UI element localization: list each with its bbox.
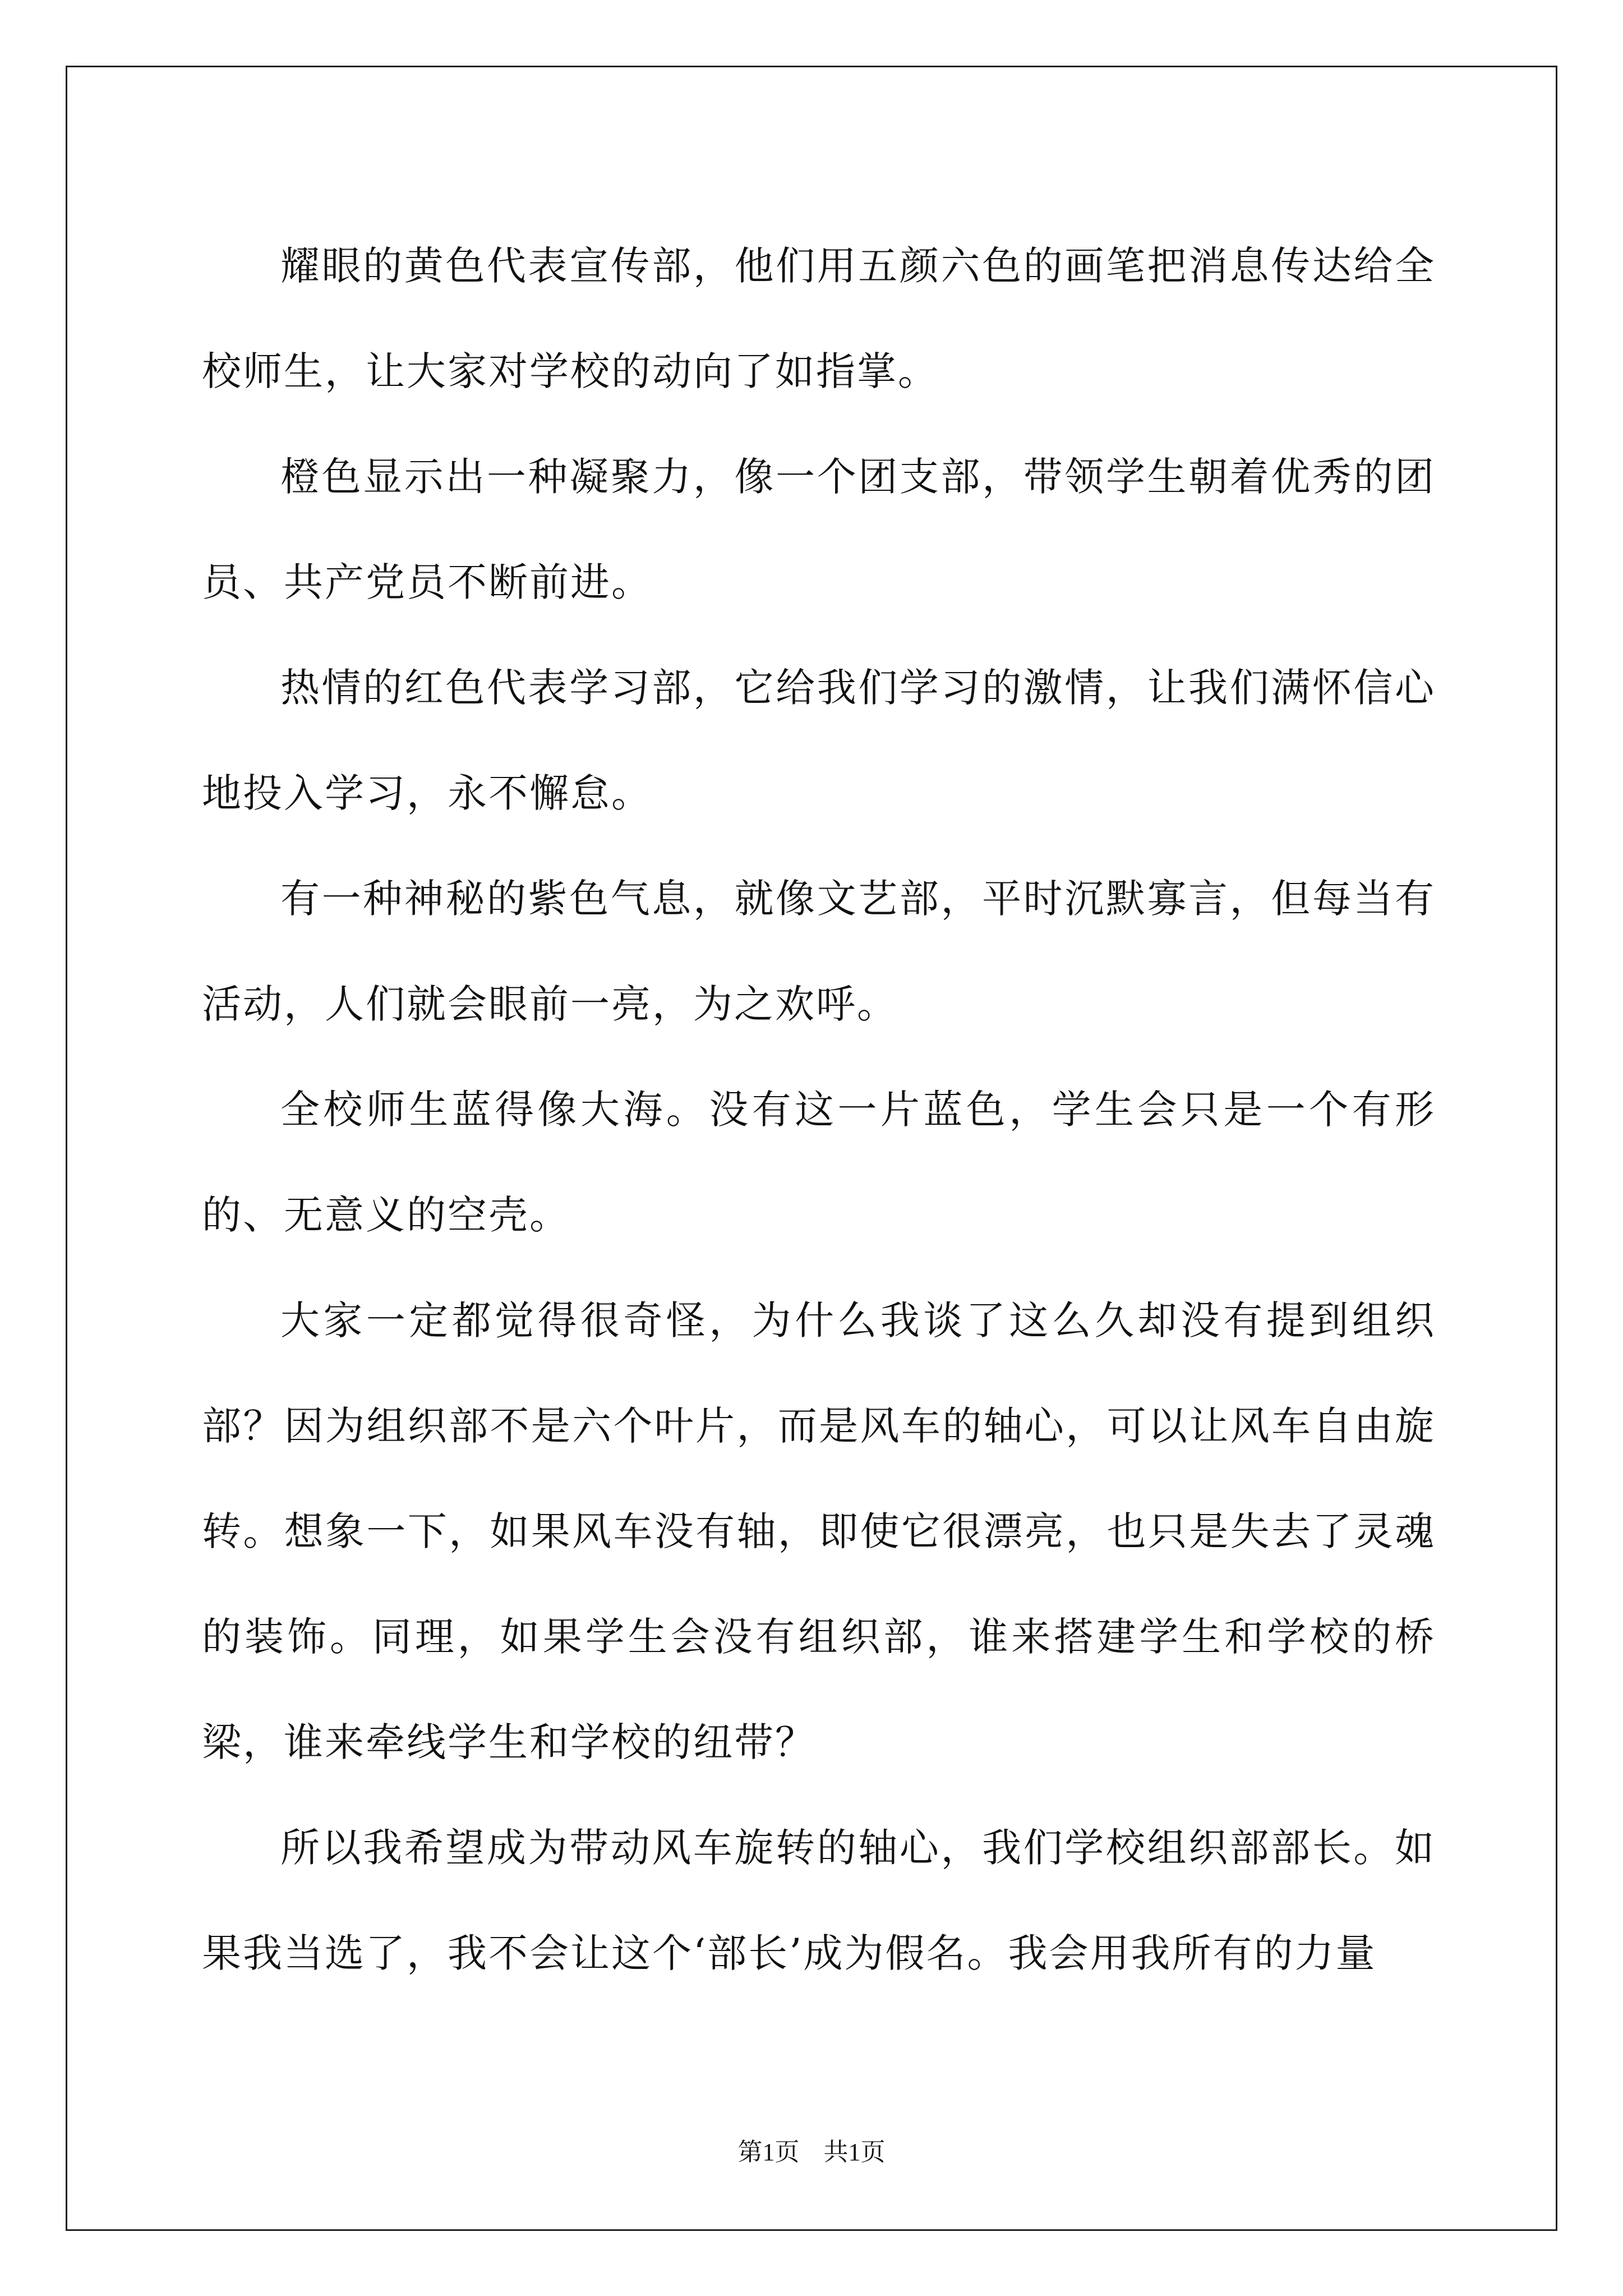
page-footer: [0, 2132, 1623, 2168]
page-number: 第1页: [737, 2138, 800, 2166]
paragraph: 耀眼的黄色代表宣传部，他们用五颜六色的画笔把消息传达给全校师生，让大家对学校的动向了如指掌。: [202, 243, 1436, 394]
paragraph: 有一种神秘的紫色气息，就像文艺部，平时沉默寡言，但每当有活动，人们就会眼前一亮，为之欢呼。: [202, 876, 1436, 1027]
document-body: [202, 213, 1436, 2006]
page-total: 共1页: [823, 2138, 886, 2166]
paragraph: 大家一定都觉得很奇怪，为什么我谈了这么久却没有提到组织部？因为组织部不是六个叶片，而是风车的轴心，可以让风车自由旋转。想象一下，如果风车没有轴，即使它很漂亮，也只是失去了灵魂的装饰。同理，如果学生会没有组织部，谁来搭建学生和学校的桥梁，谁来牵线学生和学校的纽带？: [202, 1297, 1436, 1765]
paragraph: 全校师生蓝得像大海。没有这一片蓝色，学生会只是一个有形的、无意义的空壳。: [202, 1087, 1436, 1238]
paragraph: 橙色显示出一种凝聚力，像一个团支部，带领学生朝着优秀的团员、共产党员不断前进。: [202, 454, 1436, 605]
paragraph: 热情的红色代表学习部，它给我们学习的激情，让我们满怀信心地投入学习，永不懈怠。: [202, 665, 1436, 816]
paragraph: 所以我希望成为带动风车旋转的轴心，我们学校组织部部长。如果我当选了，我不会让这个‘部长’成为假名。我会用我所有的力量: [202, 1825, 1436, 1976]
